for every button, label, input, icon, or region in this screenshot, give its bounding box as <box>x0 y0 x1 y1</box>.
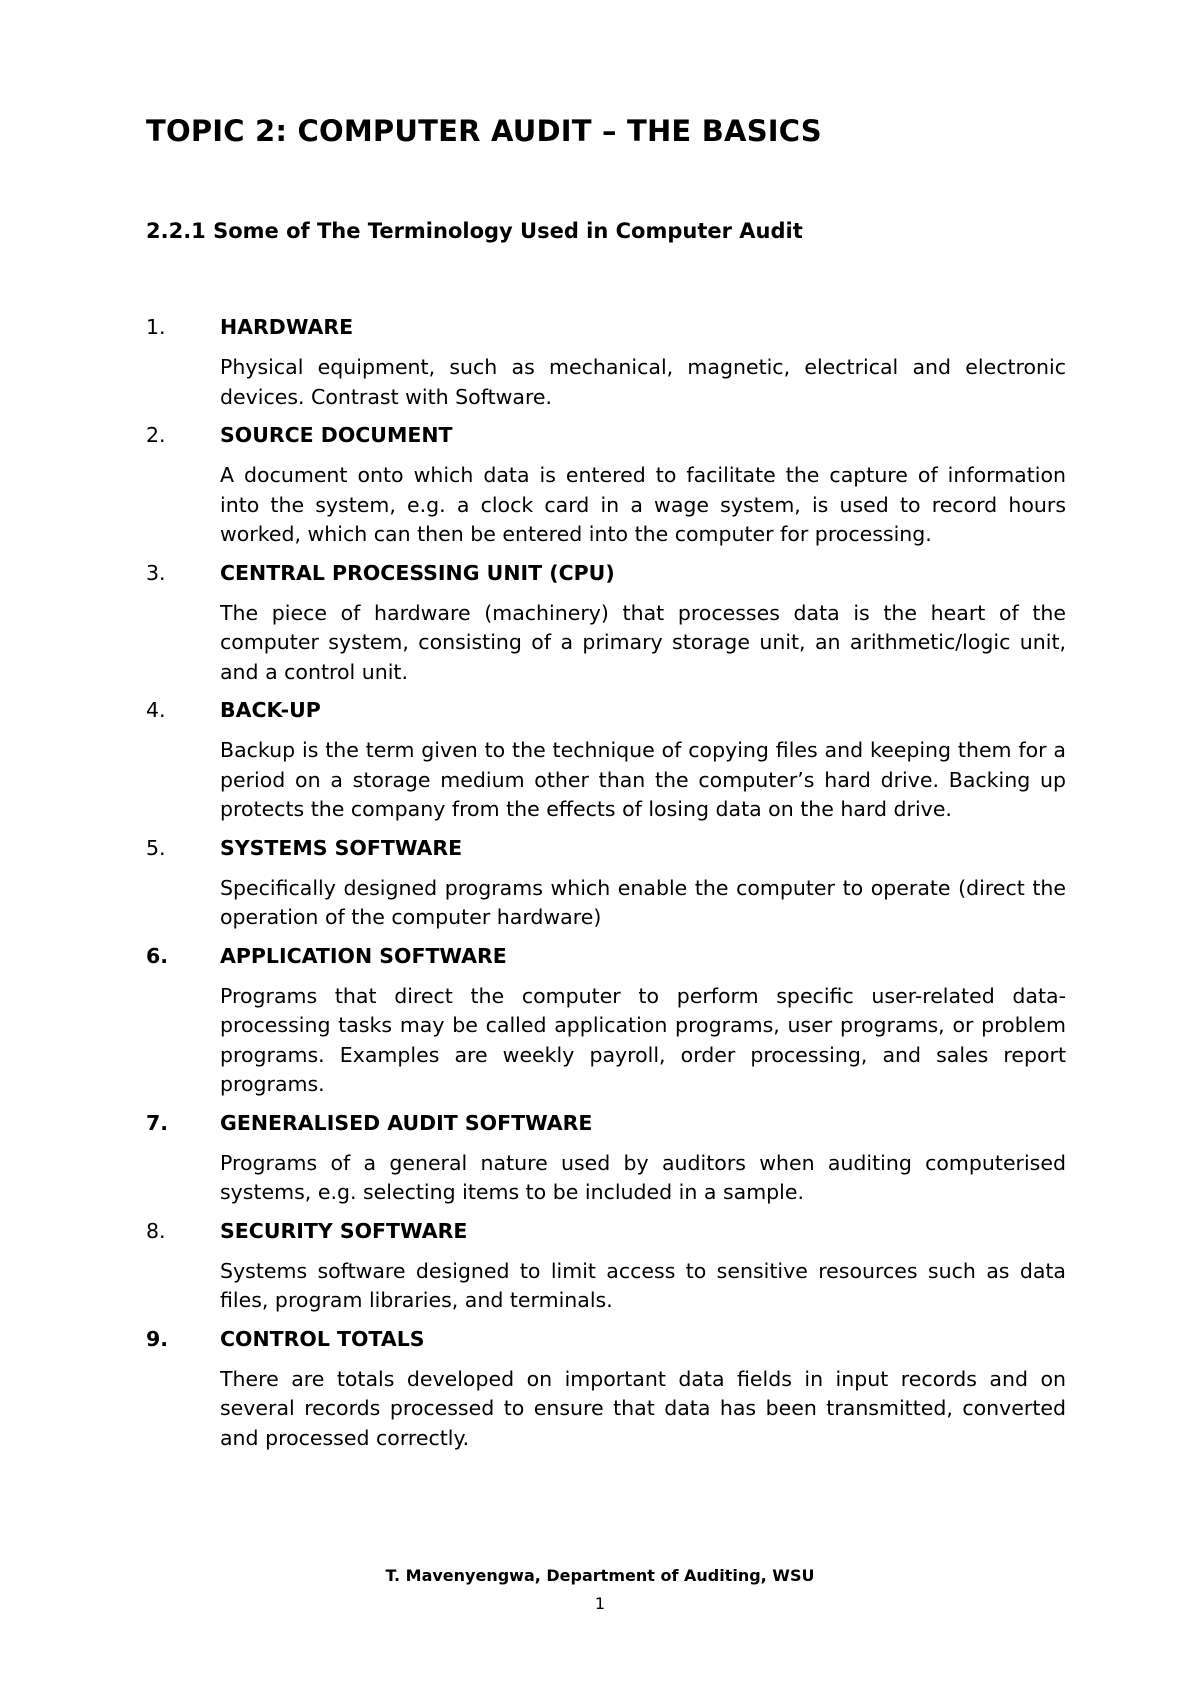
term-definition: Systems software designed to limit access to sensitive resources such as data files, program libraries, and terminals. <box>220 1258 1066 1312</box>
term-name: SECURITY SOFTWARE <box>220 1218 468 1243</box>
term-name: CENTRAL PROCESSING UNIT (CPU) <box>220 560 615 585</box>
term-name: SYSTEMS SOFTWARE <box>220 835 463 860</box>
term-definition: Backup is the term given to the technique of copying files and keeping them for a period on a storage medium other than the computer’s hard drive. Backing up protects the company from the effects of losing data on the hard drive. <box>220 738 1066 821</box>
term-item <box>146 698 1066 825</box>
term-header <box>146 1219 1066 1247</box>
term-name: HARDWARE <box>220 315 354 339</box>
term-definition: There are totals developed on important data fields in input records and on several records processed to ensure that data has been transmitted, converted and processed correctly. <box>220 1366 1066 1450</box>
term-name: BACK-UP <box>220 698 321 722</box>
term-header <box>146 315 1066 343</box>
term-item <box>146 1327 1066 1454</box>
term-definition: The piece of hardware (machinery) that processes data is the heart of the computer system, consisting of a primary storage unit, an arithmetic/logic unit, and a control unit. <box>220 600 1066 684</box>
term-number: 6. <box>146 943 169 968</box>
page-title: TOPIC 2: COMPUTER AUDIT – THE BASICS <box>146 114 822 148</box>
term-number: 3. <box>146 560 166 585</box>
term-header <box>146 836 1066 864</box>
term-header <box>146 698 1066 726</box>
page-number: 1 <box>594 1594 606 1613</box>
term-number: 1. <box>146 315 166 339</box>
term-header <box>146 1327 1066 1355</box>
term-number: 7. <box>146 1110 169 1135</box>
term-item <box>146 944 1066 1100</box>
term-item <box>146 1111 1066 1208</box>
term-item <box>146 423 1066 550</box>
term-definition: Programs of a general nature used by auditors when auditing computerised systems, e.g. selecting items to be included in a sample. <box>220 1150 1066 1204</box>
term-number: 4. <box>146 698 166 722</box>
terminology-list <box>146 315 1066 1464</box>
term-header <box>146 944 1066 972</box>
term-number: 2. <box>146 423 166 447</box>
term-name: APPLICATION SOFTWARE <box>220 943 507 968</box>
term-item <box>146 836 1066 933</box>
term-definition: Programs that direct the computer to perform specific user-related data-processing tasks may be called application programs, user programs, or problem programs. Examples are weekly payroll, order processing, and sales report programs. <box>220 983 1066 1096</box>
term-item <box>146 1219 1066 1316</box>
term-name: GENERALISED AUDIT SOFTWARE <box>220 1110 593 1135</box>
term-definition: Physical equipment, such as mechanical, magnetic, electrical and electronic devices. Contrast with Software. <box>220 355 1066 409</box>
term-header <box>146 423 1066 451</box>
term-header <box>146 561 1066 589</box>
page-footer: T. Mavenyengwa, Department of Auditing, WSU <box>385 1566 815 1585</box>
term-number: 9. <box>146 1326 169 1351</box>
term-number: 8. <box>146 1218 166 1243</box>
term-name: CONTROL TOTALS <box>220 1326 425 1351</box>
term-definition: A document onto which data is entered to facilitate the capture of information into the system, e.g. a clock card in a wage system, is used to record hours worked, which can then be entered into the computer for processing. <box>220 463 1066 546</box>
term-number: 5. <box>146 835 166 860</box>
section-heading: 2.2.1 Some of The Terminology Used in Computer Audit <box>146 219 803 243</box>
term-header <box>146 1111 1066 1139</box>
term-name: SOURCE DOCUMENT <box>220 423 453 447</box>
term-item <box>146 315 1066 412</box>
term-definition: Specifically designed programs which enable the computer to operate (direct the operation of the computer hardware) <box>220 875 1066 929</box>
term-item <box>146 561 1066 688</box>
